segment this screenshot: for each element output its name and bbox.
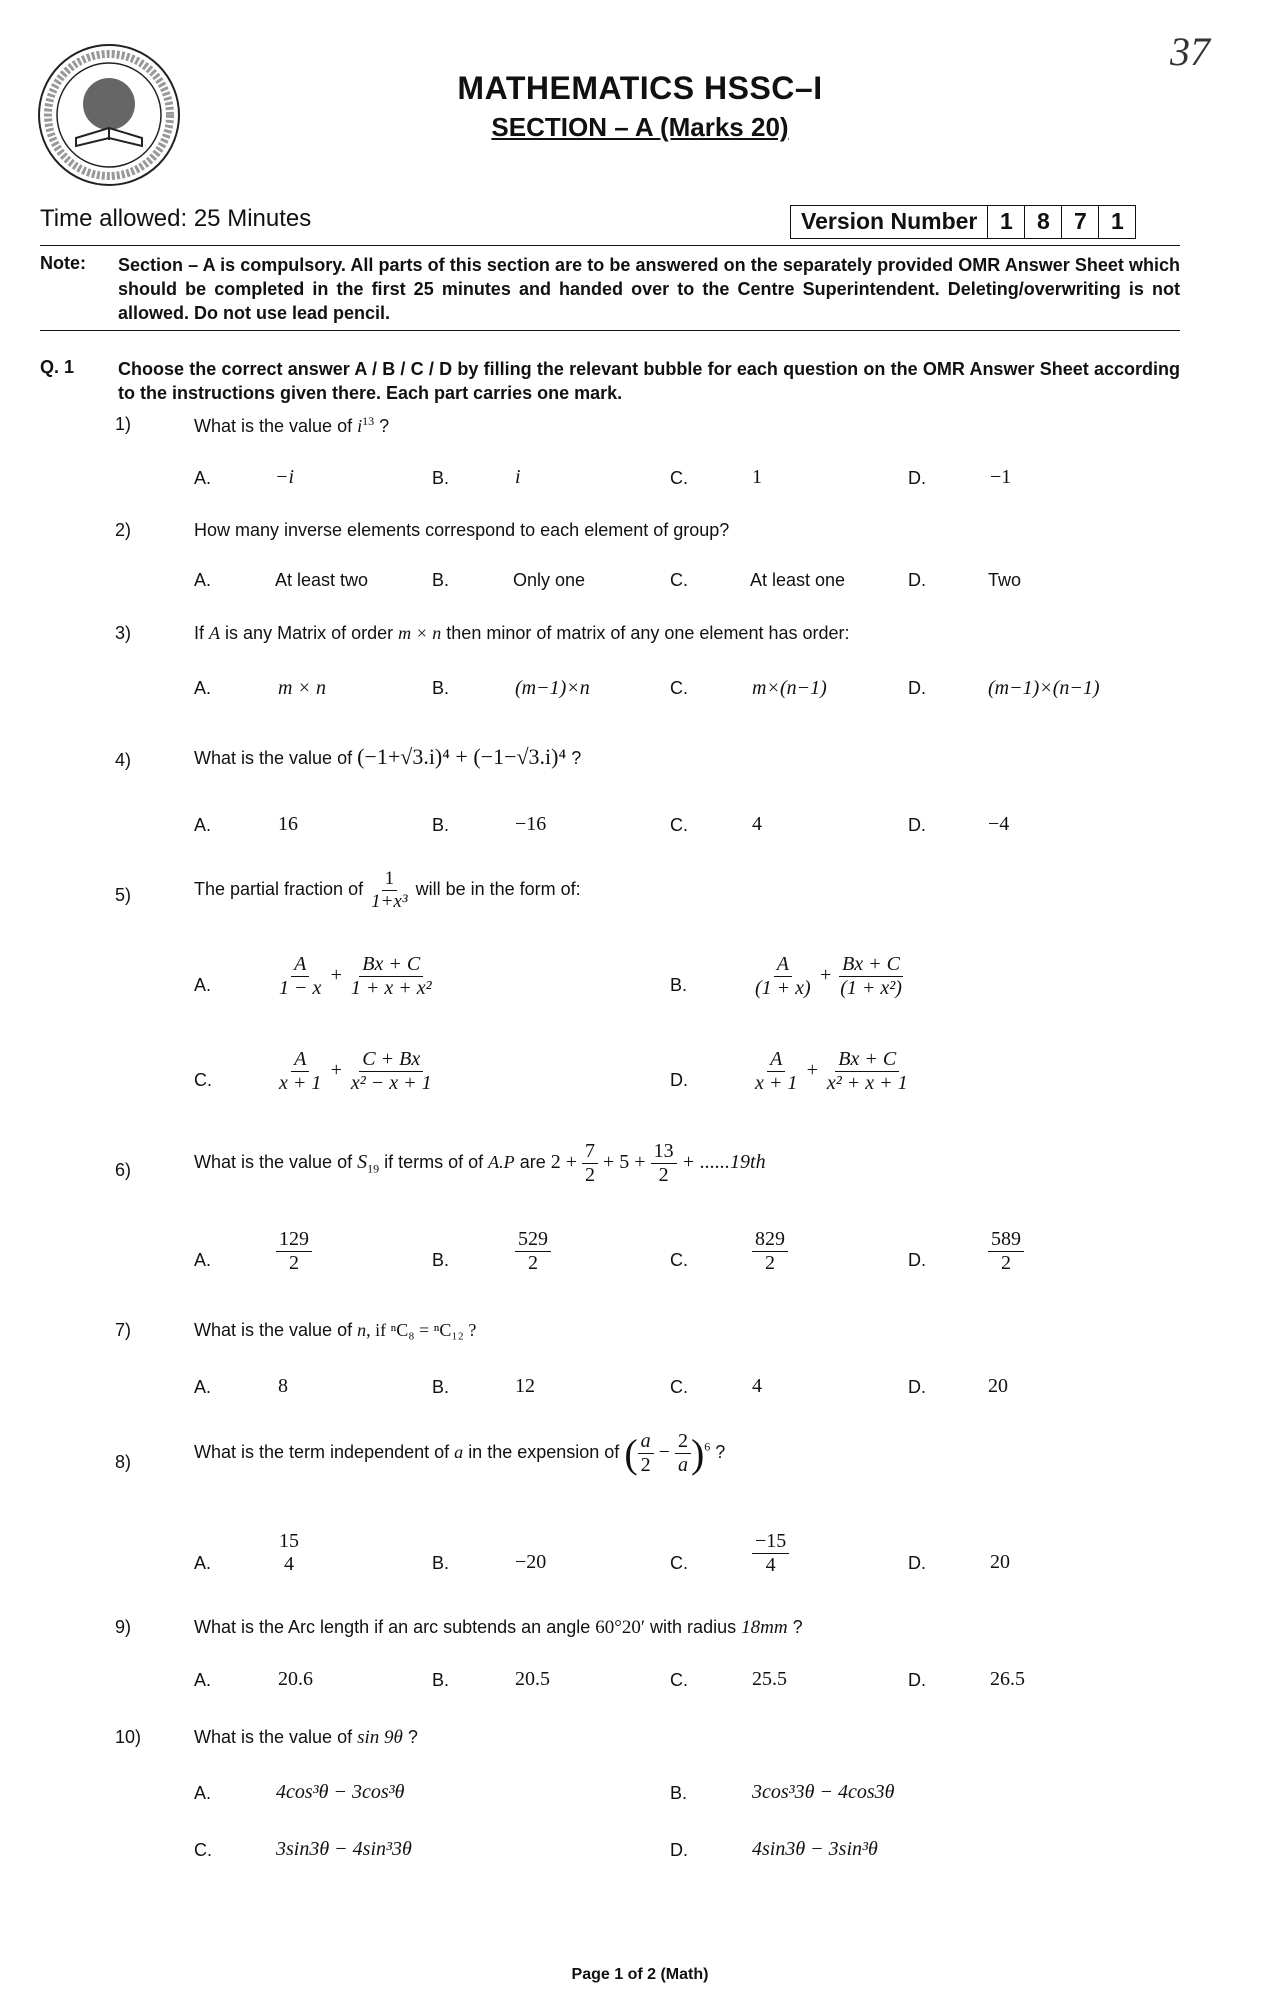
option-value: 3sin3θ − 4sin³3θ [276,1838,412,1860]
question-text: The partial fraction of $\frac{1}{\text{1+x³}}$ will be in the form of: [194,868,581,912]
option-letter: C. [670,1670,688,1690]
option-value: 16 [278,813,298,835]
option-value: $\frac{A}{x + 1}$ + $\frac{C + Bx}{\text{x² − x + 1}}$ [279,1048,432,1094]
option-letter: D. [908,570,926,590]
question-number: 7) [115,1320,132,1340]
option-letter: C. [670,815,688,835]
option-value: i [515,466,521,488]
option-letter: D. [908,1377,926,1397]
option-letter: C. [670,678,688,698]
question-text: How many inverse elements correspond to each element of group? [194,520,730,540]
option-value: −16 [515,813,547,835]
version-digit: 8 [1024,206,1061,238]
option-value: $\frac{589}{2}$ [988,1228,1024,1275]
option-value: $\frac{529}{2}$ [515,1228,551,1275]
option-value: Two [988,570,1022,590]
option-letter: D. [908,1670,926,1690]
question-number: 4) [115,750,132,770]
option-letter: D. [908,678,926,698]
version-number-box [790,205,1136,239]
option-value: 3cos³3θ − 4cos3θ [752,1781,895,1803]
question-number: 3) [115,623,132,643]
option-value: $\frac{829}{2}$ [752,1228,788,1275]
option-value: At least two [275,570,369,590]
option-value: 20.5 [515,1668,550,1690]
option-value: 15 4 [279,1530,299,1575]
option-letter: B. [432,570,450,590]
option-value: 4 [752,813,762,835]
option-value: m×(n−1) [752,677,827,699]
option-value: (m−1)×(n−1) [988,677,1100,699]
divider [40,245,1180,246]
question-number: 9) [115,1617,132,1637]
option-letter: A. [194,1250,212,1270]
option-letter: A. [194,570,212,590]
note-text: Section – A is compulsory. All parts of this section are to be answered on the separately provided OMR Answer Sheet which should be completed in the first 25 minutes and handed over to the Centre Superintendent. Deleting/overwriting is not allowed. Do not use lead pencil. [118,255,1180,323]
option-letter: B. [670,1783,688,1803]
option-letter: D. [908,815,926,835]
version-digit: 7 [1061,206,1098,238]
option-letter: B. [432,815,450,835]
option-letter: C. [670,570,688,590]
question-number: 5) [115,885,132,905]
option-letter: B. [432,1250,450,1270]
question-number: 10) [115,1727,142,1747]
option-value: 1 [752,466,762,488]
option-value: 8 [278,1375,288,1397]
section-title: SECTION – A (Marks 20) [491,112,789,142]
option-letter: C. [670,1553,688,1573]
option-value: 26.5 [990,1668,1025,1690]
version-digit: 1 [987,206,1024,238]
option-letter: A. [194,1553,212,1573]
option-letter: B. [432,1553,450,1573]
option-letter: A. [194,1377,212,1397]
option-value: 25.5 [752,1668,787,1690]
option-letter: B. [432,1377,450,1397]
option-value: −4 [988,813,1010,835]
question-text: What is the value of (−1+√3.i)⁴ + (−1−√3.i)⁴ ? [194,744,582,769]
option-value: At least one [750,570,846,590]
option-value: 20.6 [278,1668,313,1690]
option-value: m × n [278,677,326,699]
option-value: −i [275,466,295,488]
option-value: 12 [515,1375,535,1397]
note-label: Note: [40,253,86,273]
option-value: (m−1)×n [515,677,590,699]
time-allowed: Time allowed: 25 Minutes [40,205,312,232]
option-letter: D. [670,1070,688,1090]
option-letter: C. [670,1250,688,1270]
option-letter: D. [908,468,926,488]
version-label: Version Number [801,208,978,234]
question-text: What is the Arc length if an arc subtends an angle 60°20′ with radius 18mm ? [194,1617,803,1638]
question-number: 6) [115,1160,132,1180]
question-text: What is the term independent of a in the expension of ( $\frac{a}{2}$ − $\frac{2}{a}$ )$^6$ ? [194,1430,726,1476]
question-text: What is the value of n, if ⁿC₈ = ⁿC₁₂ ? [194,1320,477,1340]
question-text: What is the value of $S_{19}$ if terms of of A.P are 2 + $\frac{7}{2}$ + 5 + $\frac{13}{2}$ + ......19th [194,1140,766,1186]
option-value: $\frac{A}{x + 1}$ + $\frac{Bx + C}{\text{x² + x + 1}}$ [755,1048,908,1094]
option-letter: C. [194,1070,212,1090]
question-number: 8) [115,1452,132,1472]
option-value: $\frac{-15}{4}$ [752,1530,789,1577]
option-letter: B. [432,1670,450,1690]
option-value: 20 [988,1375,1008,1397]
question-number: 2) [115,520,132,540]
option-value: −20 [515,1551,547,1573]
option-letter: A. [194,1783,212,1803]
option-letter: D. [908,1250,926,1270]
option-letter: D. [908,1553,926,1573]
option-letter: B. [670,975,688,995]
option-letter: D. [670,1840,688,1860]
divider [40,330,1180,331]
question-text: What is the value of $i^{13}$ ? [194,414,390,436]
option-value: −1 [990,466,1012,488]
option-letter: A. [194,678,212,698]
option-letter: A. [194,975,212,995]
version-digit: 1 [1098,206,1135,238]
page-footer: Page 1 of 2 (Math) [571,1966,709,1983]
question-instructions: Choose the correct answer A / B / C / D by filling the relevant bubble for each question on the OMR Answer Sheet according to the instructions given there. Each part carries one mark. [118,359,1180,403]
option-letter: C. [194,1840,212,1860]
option-value: $\frac{A}{1 - x}$ + $\frac{Bx + C}{\text{1 + x + x²}}$ [279,953,432,999]
option-letter: B. [432,678,450,698]
option-value: 4cos³θ − 3cos³θ [276,1781,405,1803]
option-letter: A. [194,1670,212,1690]
option-letter: C. [670,468,688,488]
question-text: What is the value of sin 9θ ? [194,1727,418,1748]
option-letter: C. [670,1377,688,1397]
option-letter: A. [194,468,212,488]
option-value: $\frac{A}{(1 + x)}$ + $\frac{Bx + C}{\text{(1 + x²)}}$ [755,953,902,999]
option-value: Only one [513,570,586,590]
option-letter: B. [432,468,450,488]
option-value: $\frac{129}{2}$ [276,1228,312,1275]
question-text: If A is any Matrix of order m × n then minor of matrix of any one element has order: [194,623,850,643]
option-value: 4 [752,1375,762,1397]
question-label: Q. 1 [40,357,75,377]
option-letter: A. [194,815,212,835]
option-value: 4sin3θ − 3sin³θ [752,1838,878,1860]
exam-title: MATHEMATICS HSSC–I [457,70,823,106]
handwritten-page-number: 37 [1170,29,1210,74]
option-value: 20 [990,1551,1010,1573]
question-number: 1) [115,414,132,434]
